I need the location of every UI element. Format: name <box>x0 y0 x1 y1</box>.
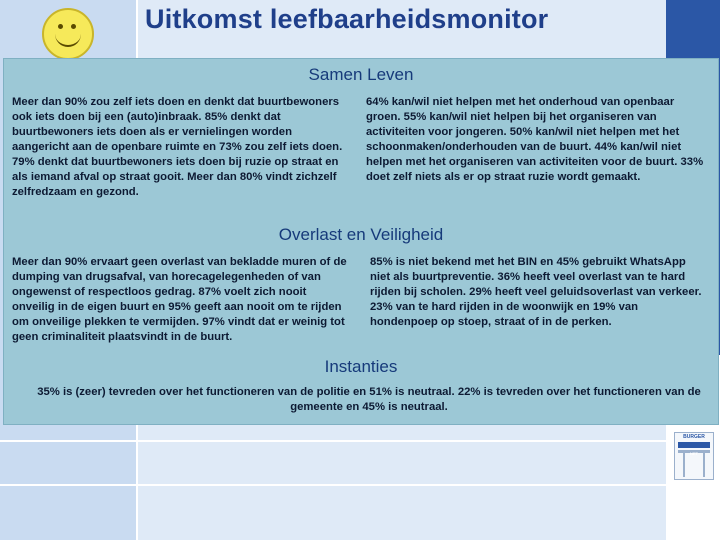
logo-text-line1: BURGER <box>683 434 705 440</box>
instanties-text: 35% is (zeer) tevreden over het functioneren van de politie en 51% is neutraal. 22% is tevreden over het functioneren van de gemeente en 45% is neutraal. <box>37 386 701 413</box>
table-row-divider <box>0 440 666 442</box>
logo-post-left <box>683 453 685 477</box>
overlast-left-text: Meer dan 90% ervaart geen overlast van bekladde muren of de dumping van drugsafval, van horecagelegenheden of van ongewenst of respectloos gedrag. 87% voelt zich nooit onveilig in de eigen buurt en 95% geeft aan nooit om te rijden om onveilige plekken te vermijden. 97% vindt dat er weinig tot geen criminaliteit plaatsvindt in de buurt. <box>12 256 347 343</box>
smiley-mouth <box>55 34 81 47</box>
smiley-right-eye <box>71 24 76 29</box>
samen-leven-right-text: 64% kan/wil niet helpen met het onderhoud van openbaar groen. 55% kan/wil niet helpen bij het organiseren van activiteiten voor jongeren. 50% kan/wil niet helpen met het schoonmaken/onderhouden van de buurt. 44% kan/wil niet helpen met het organiseren van activiteiten voor de buurt. 33% doet zelf niets als er op straat ruzie wordt gemaakt. <box>366 96 704 183</box>
smiley-left-eye <box>58 24 63 29</box>
burgernet-logo <box>674 432 714 480</box>
logo-text-line2: NET <box>690 451 698 456</box>
samen-leven-left-text: Meer dan 90% zou zelf iets doen en denkt dat buurtbewoners ook iets doen bij een (auto)inbraak. 85% denkt dat buurtbewoners iets doen als er vernielingen worden aangericht aan de openbare ruimte en 73% zou zelf iets doen. 79% denkt dat buurtbewoners iets doen bij ruzie op straat en als iemand afval op straat gooit. Meer dan 80% vindt zichzelf zelfredzaam en gezond. <box>12 96 343 198</box>
logo-post-right <box>703 453 705 477</box>
section-title-instanties: Instanties <box>324 357 398 376</box>
logo-bar <box>678 442 710 448</box>
section-title-samen-leven: Samen Leven <box>308 65 414 84</box>
overlast-right-text: 85% is niet bekend met het BIN en 45% gebruikt WhatsApp niet als buurtpreventie. 36% heeft veel overlast van te hard rijden bij scholen. 29% heeft veel geluidsoverlast van verkeer. 23% van te hard rijden in de woonwijk en 19% van hondenpoep op stoep, straat of in de perken. <box>370 256 702 328</box>
page-title: Uitkomst leefbaarheidsmonitor <box>145 4 549 34</box>
smiley-icon <box>42 8 94 60</box>
table-row-divider <box>0 484 666 486</box>
summary-panel <box>3 58 719 425</box>
section-title-overlast: Overlast en Veiligheid <box>278 225 444 244</box>
